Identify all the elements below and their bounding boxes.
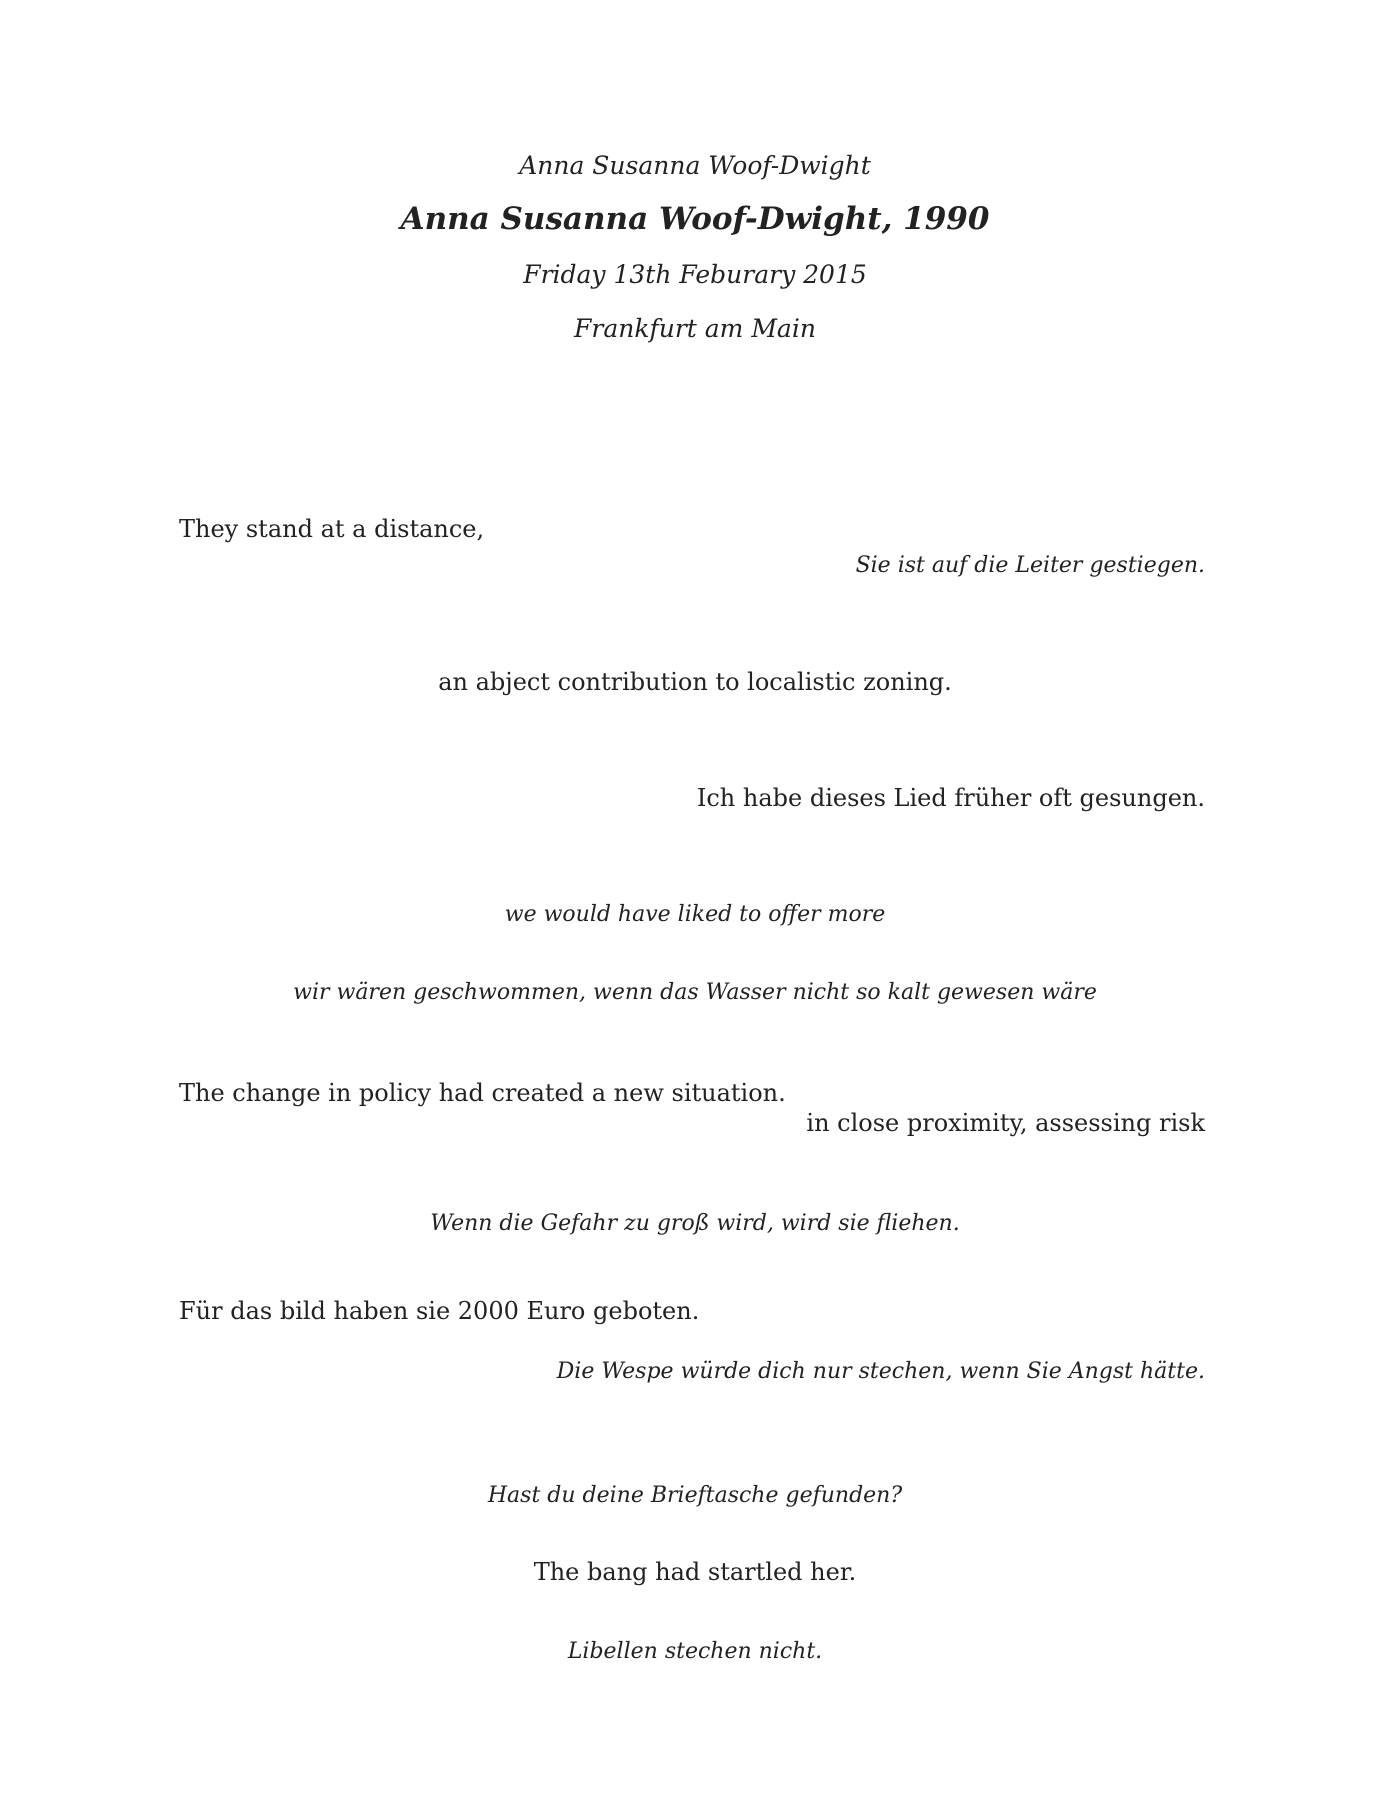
poem-line-6: wir wären geschwommen, wenn das Wasser nicht so kalt gewesen wäre	[293, 980, 1097, 1005]
poem-line-1: They stand at a distance,	[179, 515, 485, 543]
document-date: Friday 13th Feburary 2015	[523, 260, 867, 289]
poem-line-11: Die Wespe würde dich nur stechen, wenn Sie Angst hätte.	[556, 1359, 1205, 1384]
document-place: Frankfurt am Main	[574, 314, 816, 343]
poem-line-4: Ich habe dieses Lied früher oft gesungen.	[696, 784, 1205, 812]
document-title: Anna Susanna Woof-Dwight, 1990	[400, 201, 990, 237]
poem-line-14: Libellen stechen nicht.	[567, 1639, 823, 1664]
poem-line-3: an abject contribution to localistic zoning.	[438, 668, 952, 696]
poem-line-10: Für das bild haben sie 2000 Euro geboten.	[179, 1297, 700, 1325]
author-name: Anna Susanna Woof-Dwight	[519, 151, 871, 180]
poem-line-13: The bang had startled her.	[533, 1558, 857, 1586]
poem-line-8: in close proximity, assessing risk	[806, 1109, 1205, 1137]
poem-line-9: Wenn die Gefahr zu groß wird, wird sie fliehen.	[430, 1211, 960, 1236]
poem-line-5: we would have liked to offer more	[504, 902, 886, 927]
poem-line-2: Sie ist auf die Leiter gestiegen.	[855, 553, 1205, 578]
poem-line-7: The change in policy had created a new situation.	[179, 1079, 786, 1107]
poem-line-12: Hast du deine Brieftasche gefunden?	[487, 1483, 903, 1508]
